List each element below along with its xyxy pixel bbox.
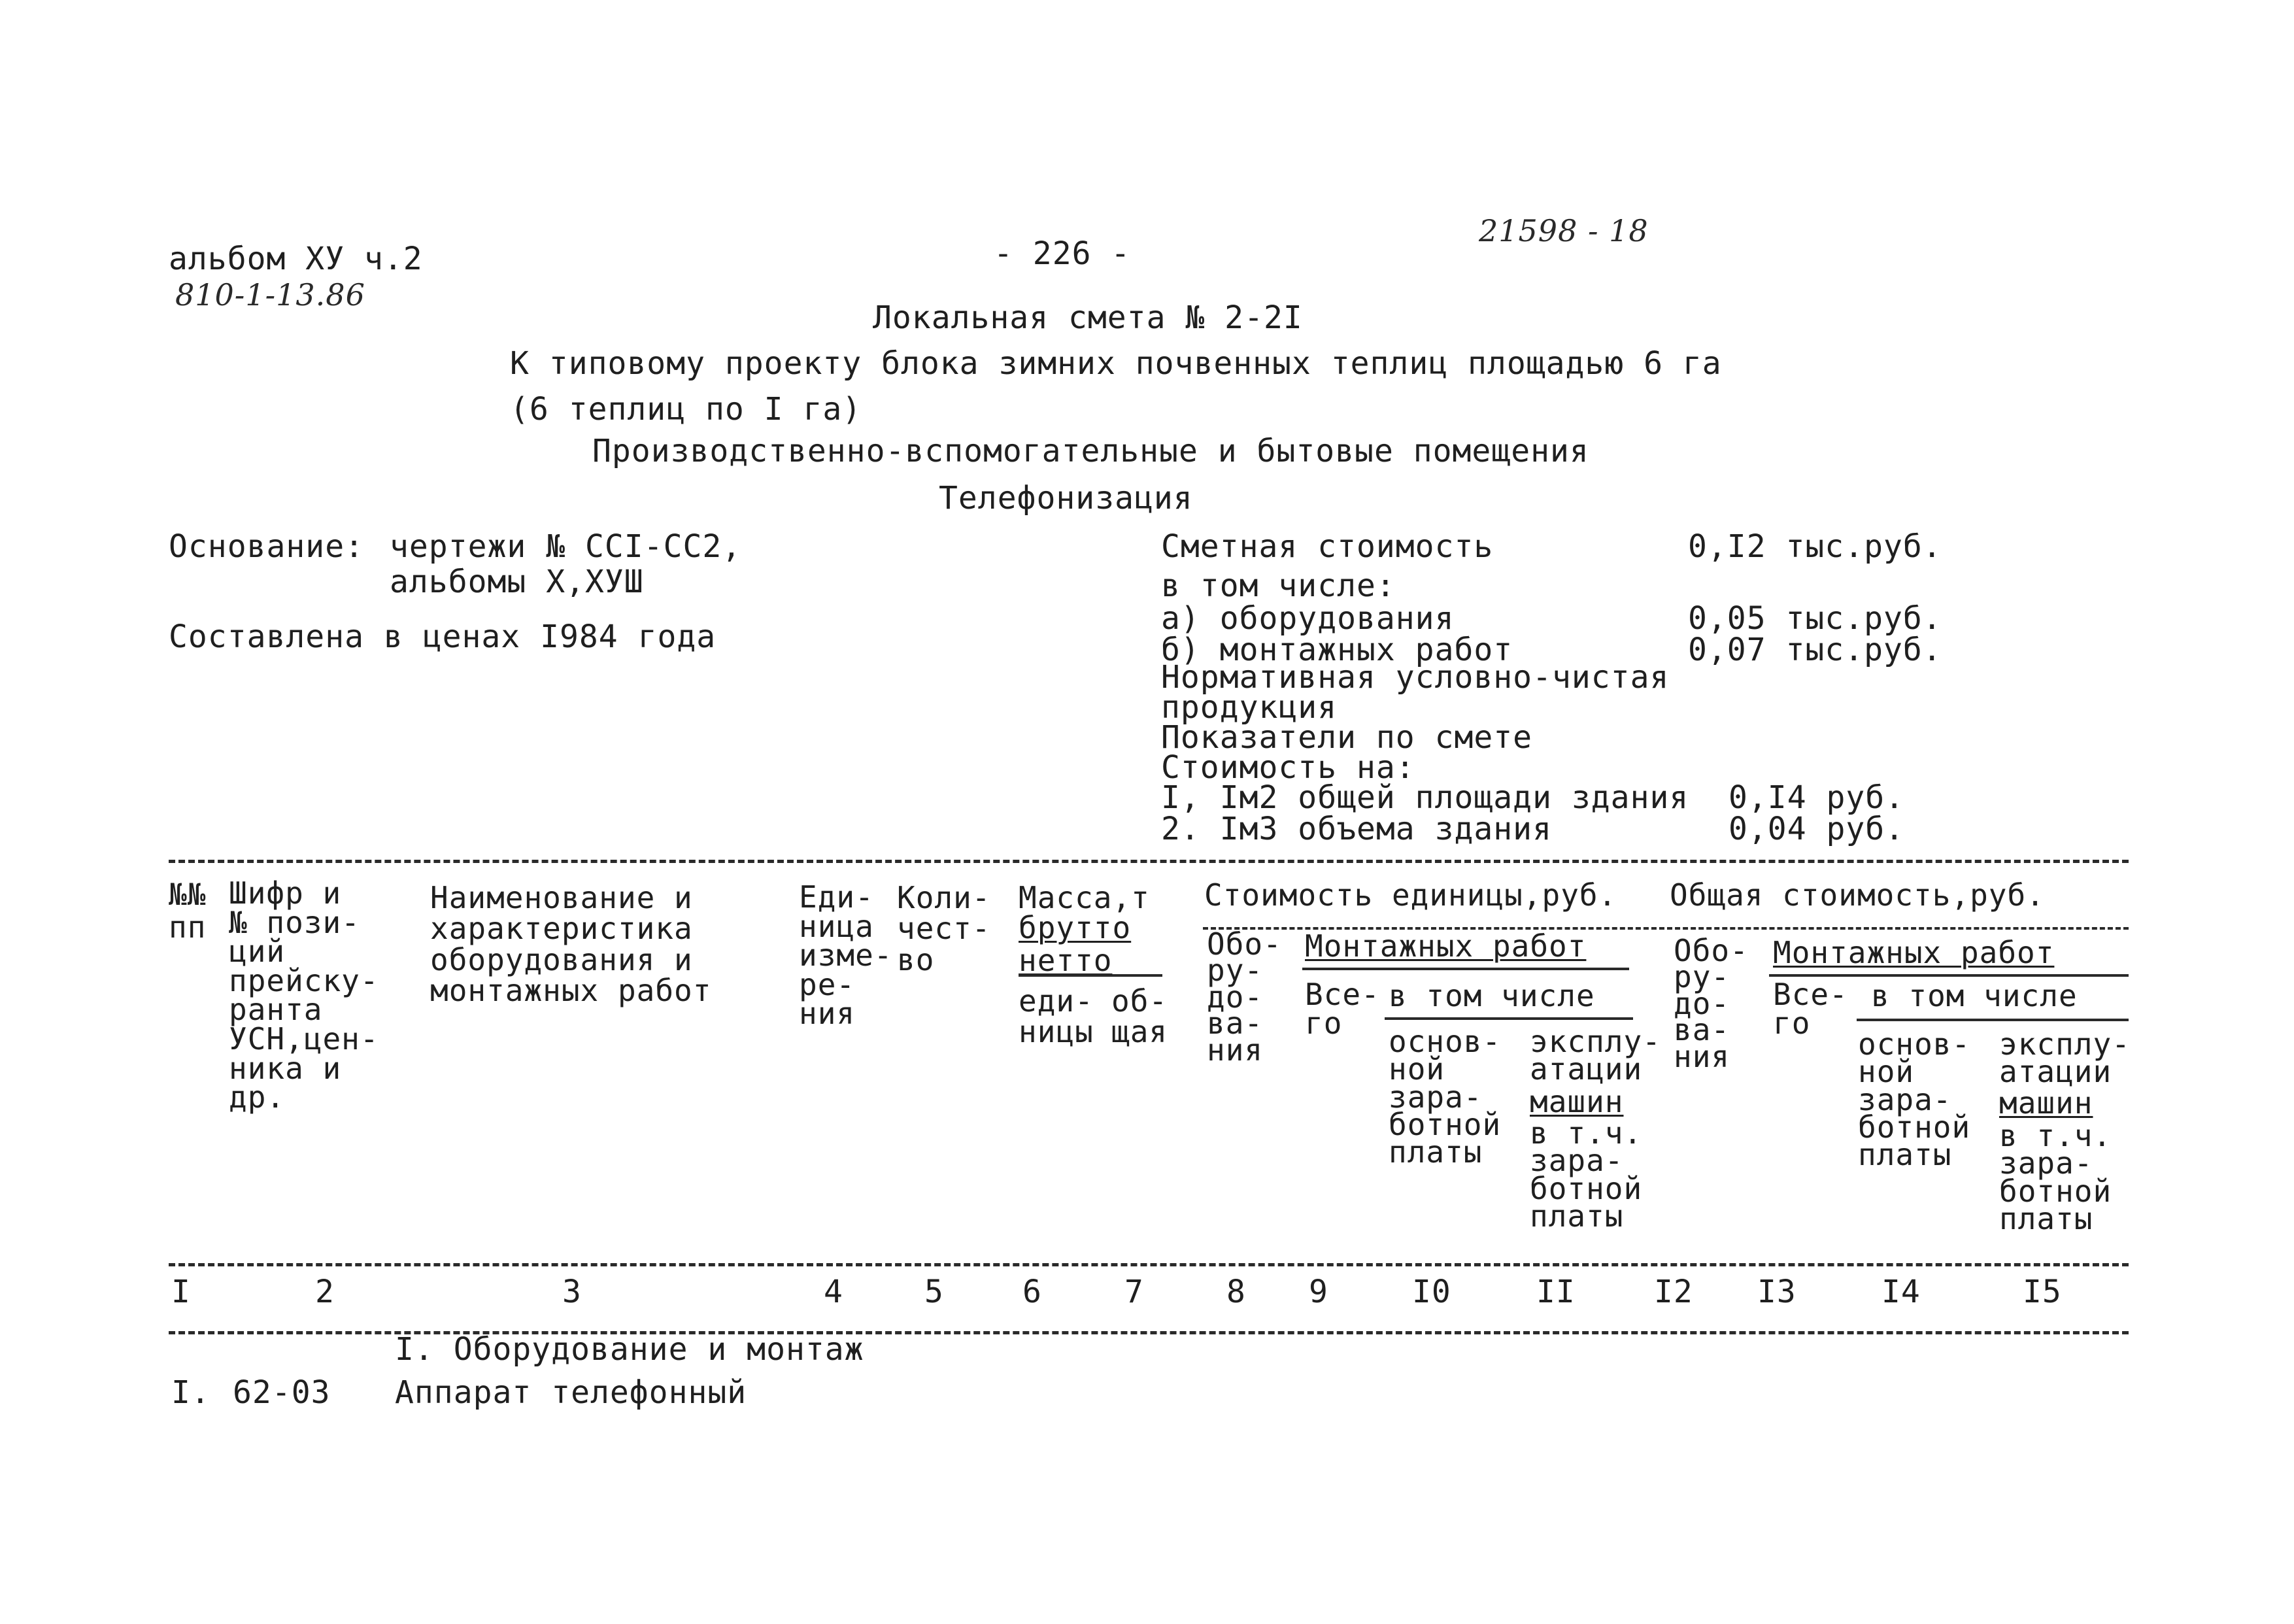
basis-albums: альбомы X,XУШ bbox=[390, 564, 644, 600]
col-number: 2 bbox=[315, 1274, 335, 1310]
col-number: I3 bbox=[1757, 1274, 1796, 1310]
basis-drawings: чертежи № CCI-CC2, bbox=[390, 528, 742, 565]
section-title: Телефонизация bbox=[939, 480, 1193, 516]
cost-per-m3-value: 0,04 руб. bbox=[1729, 811, 1905, 847]
page-number: - 226 - bbox=[994, 235, 1131, 272]
indicators-label: Показатели по смете bbox=[1161, 719, 1533, 756]
row-name: Аппарат телефонный bbox=[395, 1374, 747, 1411]
col-number: II bbox=[1536, 1274, 1576, 1310]
header-mass: Масса,т bbox=[1019, 880, 1150, 915]
header-total-cost: Общая стоимость,руб. bbox=[1670, 877, 2045, 913]
col-number: 8 bbox=[1226, 1274, 1246, 1310]
section-heading: I. Оборудование и монтаж bbox=[395, 1331, 864, 1368]
row-number: I. bbox=[171, 1374, 211, 1411]
normative-product-line2: продукция bbox=[1161, 689, 1338, 726]
including-label: в том числе: bbox=[1161, 567, 1396, 604]
col-number: I4 bbox=[1881, 1274, 1921, 1310]
unit-installation-rule bbox=[1302, 968, 1629, 970]
header-total-machines-wage: в т.ч. зара- ботной платы bbox=[1999, 1118, 2112, 1236]
col-number: I5 bbox=[2023, 1274, 2062, 1310]
installation-cost-label: б) монтажных работ bbox=[1161, 632, 1513, 668]
header-unit-machines-b: машин bbox=[1530, 1084, 1624, 1119]
header-total-installation: Монтажных работ bbox=[1773, 935, 2055, 970]
header-unit-machines: эксплу- атации bbox=[1530, 1024, 1661, 1087]
header-code: Шифр и № пози- ций прейску- ранта УСН,цен- ника и др. bbox=[229, 875, 379, 1115]
normative-product-line1: Нормативная условно-чистая bbox=[1161, 659, 1670, 696]
header-total-machines: эксплу- атации bbox=[1999, 1026, 2131, 1090]
mass-rule bbox=[1019, 974, 1162, 977]
album-label: альбом ХУ ч.2 bbox=[169, 241, 423, 277]
header-brutto: брутто bbox=[1019, 910, 1132, 945]
col-number: 6 bbox=[1022, 1274, 1042, 1310]
col-number: 3 bbox=[562, 1274, 582, 1310]
header-unit-incl: в том числе bbox=[1389, 978, 1595, 1013]
header-total-incl: в том числе bbox=[1871, 978, 2078, 1013]
table-top-rule bbox=[169, 860, 2129, 863]
header-name: Наименование и характеристика оборудования и монтажных работ bbox=[430, 880, 712, 1009]
project-title: К типовому проекту блока зимних почвенных теплиц площадью 6 га bbox=[510, 345, 1722, 382]
header-unit-machines-wage: в т.ч. зара- ботной платы bbox=[1530, 1115, 1643, 1234]
basis-label: Основание: bbox=[169, 528, 364, 565]
equipment-cost-label: а) оборудования bbox=[1161, 600, 1455, 637]
total-incl-rule bbox=[1857, 1019, 2129, 1021]
cost-per-m2-value: 0,I4 руб. bbox=[1729, 779, 1905, 816]
col-number: I2 bbox=[1654, 1274, 1693, 1310]
col-number: 7 bbox=[1124, 1274, 1144, 1310]
album-code: 810-1-13.86 bbox=[175, 277, 365, 313]
estimated-cost-value: 0,I2 тыс.руб. bbox=[1688, 528, 1942, 565]
header-total-all: Все- го bbox=[1773, 977, 1848, 1041]
col-number: 9 bbox=[1309, 1274, 1328, 1310]
header-netto: нетто bbox=[1019, 943, 1113, 978]
header-bottom-rule bbox=[169, 1263, 2129, 1266]
estimated-cost-label: Сметная стоимость bbox=[1161, 528, 1494, 565]
header-total-equipment: Обо- ру- до- ва- ния bbox=[1674, 933, 1749, 1074]
cost-per-m3-label: 2. Iм3 объема здания bbox=[1161, 811, 1552, 847]
header-unit-installation: Монтажных работ bbox=[1305, 928, 1587, 964]
col-number: I bbox=[171, 1274, 191, 1310]
header-unit: Еди- ница изме- ре- ния bbox=[799, 879, 893, 1032]
row-code: 62-03 bbox=[233, 1374, 331, 1411]
header-total-machines-b: машин bbox=[1999, 1085, 2093, 1121]
project-subtitle: (6 теплиц по I га) bbox=[510, 391, 862, 428]
document-code: 21598 - 18 bbox=[1479, 213, 1649, 248]
header-unit-cost: Стоимость единицы,руб. bbox=[1204, 877, 1617, 913]
header-total-basic-wage: основ- ной зара- ботной платы bbox=[1858, 1026, 1971, 1173]
header-unit-all: Все- го bbox=[1305, 977, 1380, 1041]
equipment-cost-value: 0,05 тыс.руб. bbox=[1688, 600, 1942, 637]
prices-note: Составлена в ценах I984 года bbox=[169, 618, 717, 655]
header-unit-mass: еди- ницы bbox=[1019, 983, 1094, 1049]
header-unit-equipment: Обо- ру- до- ва- ния bbox=[1207, 926, 1282, 1068]
col-number: 4 bbox=[824, 1274, 843, 1310]
estimate-title: Локальная смета № 2-2I bbox=[873, 299, 1303, 336]
header-row-number: №№ пп bbox=[169, 877, 207, 945]
unit-incl-rule bbox=[1385, 1017, 1633, 1020]
cost-per-label: Стоимость на: bbox=[1161, 749, 1415, 786]
header-quantity: Коли- чест- во bbox=[897, 880, 991, 977]
col-number: 5 bbox=[924, 1274, 944, 1310]
installation-cost-value: 0,07 тыс.руб. bbox=[1688, 632, 1942, 668]
cost-per-m2-label: I, Iм2 общей площади здания bbox=[1161, 779, 1689, 816]
premises-title: Производственно-вспомогательные и бытовые помещения bbox=[592, 433, 1589, 469]
col-number: I0 bbox=[1412, 1274, 1451, 1310]
header-total-mass: об- щая bbox=[1111, 983, 1168, 1049]
header-unit-basic-wage: основ- ной зара- ботной платы bbox=[1389, 1024, 1502, 1170]
